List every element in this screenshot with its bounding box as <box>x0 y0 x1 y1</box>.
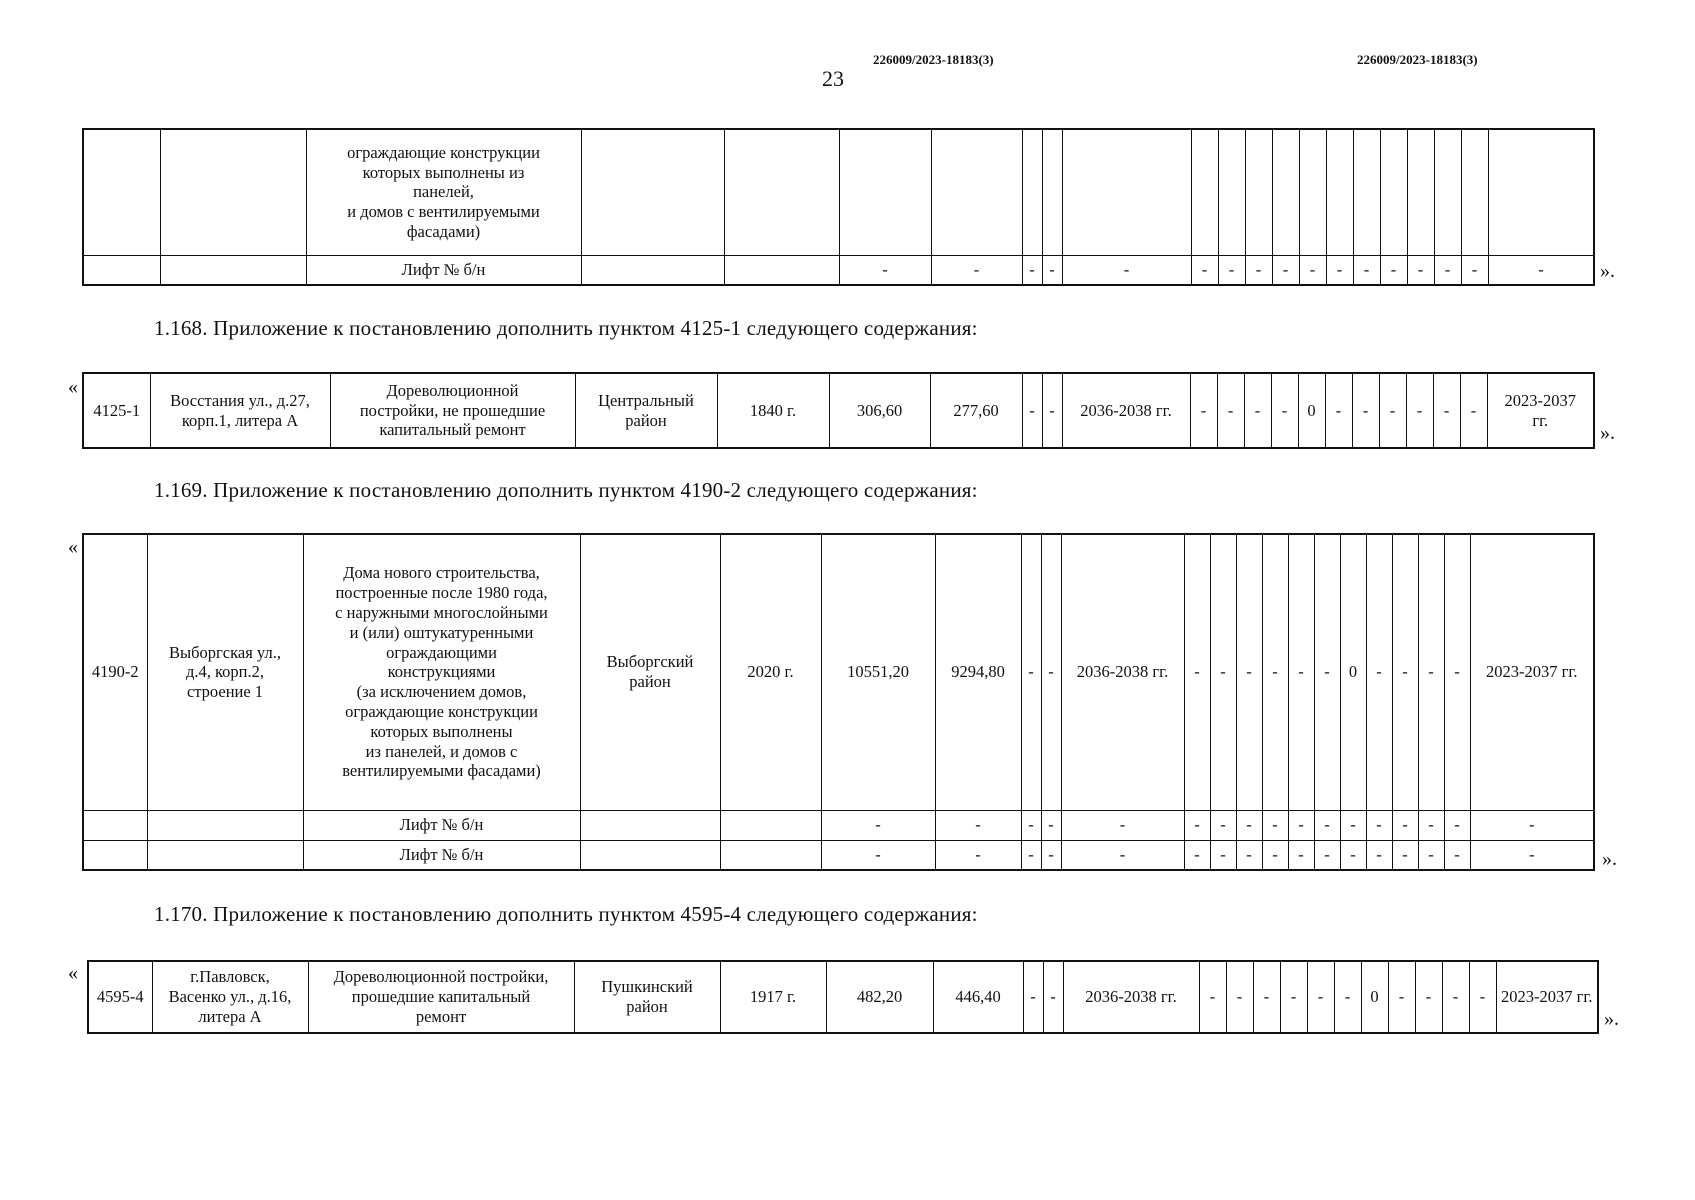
district: Центральный район <box>598 390 694 430</box>
table-row <box>88 961 1598 1033</box>
work-cell: - <box>1184 534 1210 810</box>
year: 1917 г. <box>720 961 826 1033</box>
work-cell: - <box>1442 961 1469 1033</box>
cell-dash: - <box>1340 840 1366 870</box>
area-living: 9294,80 <box>935 534 1021 810</box>
cell-dash: - <box>1366 810 1392 840</box>
cell-dash: - <box>1488 255 1594 285</box>
cell-dash: - <box>1407 255 1434 285</box>
area-total: 482,20 <box>826 961 933 1033</box>
table-row <box>83 810 1594 840</box>
table-row <box>83 255 1594 285</box>
work-cell: - <box>1469 961 1496 1033</box>
paragraph-1169: 1.169. Приложение к постановлению дополнить пунктом 4190-2 следующего содержания: <box>154 478 978 502</box>
cell-dash: - <box>1380 255 1407 285</box>
cell-dash: - <box>1366 840 1392 870</box>
cell-dash: - <box>1191 255 1218 285</box>
paragraph-1170: 1.170. Приложение к постановлению дополнить пунктом 4595-4 следующего содержания: <box>154 902 978 926</box>
cell-dash: - <box>1023 961 1043 1033</box>
table-row <box>83 373 1594 448</box>
cell-dash: - <box>1021 810 1041 840</box>
table-4595-4 <box>87 960 1599 1034</box>
work-cell: - <box>1307 961 1334 1033</box>
work-cell: - <box>1388 961 1415 1033</box>
category: Дореволюционной постройки, не прошедшие капитальный ремонт <box>359 380 546 440</box>
lift-label: Лифт № б/н <box>306 255 581 285</box>
work-cell: - <box>1418 534 1444 810</box>
cell-dash: - <box>1041 810 1061 840</box>
address: Выборгская ул., д.4, корп.2, строение 1 <box>169 642 281 702</box>
cell-dash: - <box>1288 810 1314 840</box>
cell-dash: - <box>821 840 935 870</box>
address: г.Павловск, Васенко ул., д.16, литера А <box>168 967 292 1026</box>
page-number: 23 <box>822 66 844 91</box>
district: Выборгский район <box>606 652 694 692</box>
work-cell: - <box>1352 373 1379 448</box>
cell-dash: - <box>1021 840 1041 870</box>
cell-dash: - <box>1184 840 1210 870</box>
cell-dash: - <box>1340 810 1366 840</box>
cell-dash: - <box>1245 255 1272 285</box>
cell-dash: - <box>935 840 1021 870</box>
work-cell: - <box>1217 373 1244 448</box>
cell-dash: - <box>1042 255 1062 285</box>
cell-dash: - <box>1314 810 1340 840</box>
work-cell: - <box>1334 961 1361 1033</box>
cell-dash: - <box>1470 810 1594 840</box>
lift-label: Лифт № б/н <box>303 810 580 840</box>
work-cell: 0 <box>1298 373 1325 448</box>
paragraph-1168: 1.168. Приложение к постановлению дополнить пунктом 4125-1 следующего содержания: <box>154 316 978 340</box>
cell-dash: - <box>1041 840 1061 870</box>
cell-dash: - <box>1022 255 1042 285</box>
cell-dash: - <box>1418 840 1444 870</box>
area-living: 277,60 <box>930 373 1022 448</box>
closing-quote: ». <box>1604 1008 1619 1030</box>
year: 1840 г. <box>717 373 829 448</box>
cell-dash: - <box>1288 840 1314 870</box>
year: 2020 г. <box>720 534 821 810</box>
closing-quote: ». <box>1600 422 1615 444</box>
work-cell: - <box>1199 961 1226 1033</box>
item-number: 4190-2 <box>83 534 147 810</box>
work-cell: 0 <box>1361 961 1388 1033</box>
area-total: 306,60 <box>829 373 930 448</box>
cell-dash: - <box>821 810 935 840</box>
work-cell: - <box>1210 534 1236 810</box>
cell-dash: - <box>1326 255 1353 285</box>
cell-dash: - <box>1392 840 1418 870</box>
cell-dash: - <box>1236 840 1262 870</box>
cell-dash: - <box>839 255 931 285</box>
work-cell: - <box>1366 534 1392 810</box>
work-cell: - <box>1236 534 1262 810</box>
repair-period: 2036-2038 гг. <box>1061 534 1184 810</box>
category-text: ограждающие конструкции которых выполнены из панелей, и домов с вентилируемыми фасадами) <box>347 142 540 241</box>
category: Дореволюционной постройки, прошедшие капитальный ремонт <box>333 967 549 1026</box>
district: Пушкинский район <box>601 977 693 1016</box>
cell-dash: - <box>1444 810 1470 840</box>
table-row <box>83 534 1594 810</box>
cell-dash: - <box>1262 810 1288 840</box>
table-4190-2 <box>82 533 1595 871</box>
opening-quote: « <box>68 536 78 558</box>
category: Дома нового строительства, построенные после 1980 года, с наружными многослойными и (или) оштукатуренными ограждающими конструкциями (за исключением домов, ограждающие конструкции которых выполнены из панелей, и домов с вентилируемыми фасадами) <box>335 563 548 781</box>
opening-quote: « <box>68 962 78 984</box>
cell-dash: - <box>935 810 1021 840</box>
registration-number-right: 226009/2023-18183(3) <box>1357 52 1478 67</box>
cell-dash: - <box>1461 255 1488 285</box>
item-number: 4595-4 <box>88 961 152 1033</box>
cell-dash: - <box>1210 840 1236 870</box>
work-cell: - <box>1415 961 1442 1033</box>
opening-quote: « <box>68 376 78 398</box>
plan-period: 2023-2037 гг. <box>1470 534 1594 810</box>
work-cell: - <box>1460 373 1487 448</box>
work-cell: 0 <box>1340 534 1366 810</box>
lift-label: Лифт № б/н <box>303 840 580 870</box>
plan-period: 2023-2037 гг. <box>1496 961 1598 1033</box>
work-cell: - <box>1325 373 1352 448</box>
work-cell: - <box>1314 534 1340 810</box>
cell-dash: - <box>1043 961 1063 1033</box>
work-cell: - <box>1271 373 1298 448</box>
cell-dash: - <box>1210 810 1236 840</box>
cell-dash: - <box>1418 810 1444 840</box>
cell-dash: - <box>1236 810 1262 840</box>
cell-dash: - <box>1353 255 1380 285</box>
cell-dash: - <box>1434 255 1461 285</box>
address: Восстания ул., д.27, корп.1, литера А <box>170 390 310 430</box>
cell-dash: - <box>1061 810 1184 840</box>
work-cell: - <box>1406 373 1433 448</box>
cell-dash: - <box>1392 810 1418 840</box>
work-cell: - <box>1244 373 1271 448</box>
table-continuation <box>82 128 1595 286</box>
work-cell: - <box>1392 534 1418 810</box>
repair-period: 2036-2038 гг. <box>1062 373 1190 448</box>
work-cell: - <box>1280 961 1307 1033</box>
item-number: 4125-1 <box>83 373 150 448</box>
work-cell: - <box>1288 534 1314 810</box>
cell-dash: - <box>931 255 1022 285</box>
cell-dash: - <box>1444 840 1470 870</box>
cell-dash: - <box>1022 373 1042 448</box>
cell-dash: - <box>1061 840 1184 870</box>
area-living: 446,40 <box>933 961 1023 1033</box>
cell-dash: - <box>1041 534 1061 810</box>
closing-quote: ». <box>1602 848 1617 870</box>
work-cell: - <box>1226 961 1253 1033</box>
work-cell: - <box>1379 373 1406 448</box>
work-cell: - <box>1433 373 1460 448</box>
cell-dash: - <box>1299 255 1326 285</box>
closing-quote: ». <box>1600 260 1615 282</box>
cell-dash: - <box>1470 840 1594 870</box>
cell-dash: - <box>1262 840 1288 870</box>
cell-dash: - <box>1272 255 1299 285</box>
cell-dash: - <box>1042 373 1062 448</box>
table-row <box>83 129 1594 255</box>
cell-dash: - <box>1218 255 1245 285</box>
repair-period: 2036-2038 гг. <box>1063 961 1199 1033</box>
cell-dash: - <box>1021 534 1041 810</box>
table-4125-1 <box>82 372 1595 449</box>
work-cell: - <box>1190 373 1217 448</box>
work-cell: - <box>1444 534 1470 810</box>
work-cell: - <box>1253 961 1280 1033</box>
area-total: 10551,20 <box>821 534 935 810</box>
cell-dash: - <box>1062 255 1191 285</box>
registration-number-center: 226009/2023-18183(3) <box>873 52 994 67</box>
plan-period: 2023-2037 гг. <box>1504 390 1576 430</box>
cell-dash: - <box>1314 840 1340 870</box>
cell-dash: - <box>1184 810 1210 840</box>
work-cell: - <box>1262 534 1288 810</box>
table-row <box>83 840 1594 870</box>
